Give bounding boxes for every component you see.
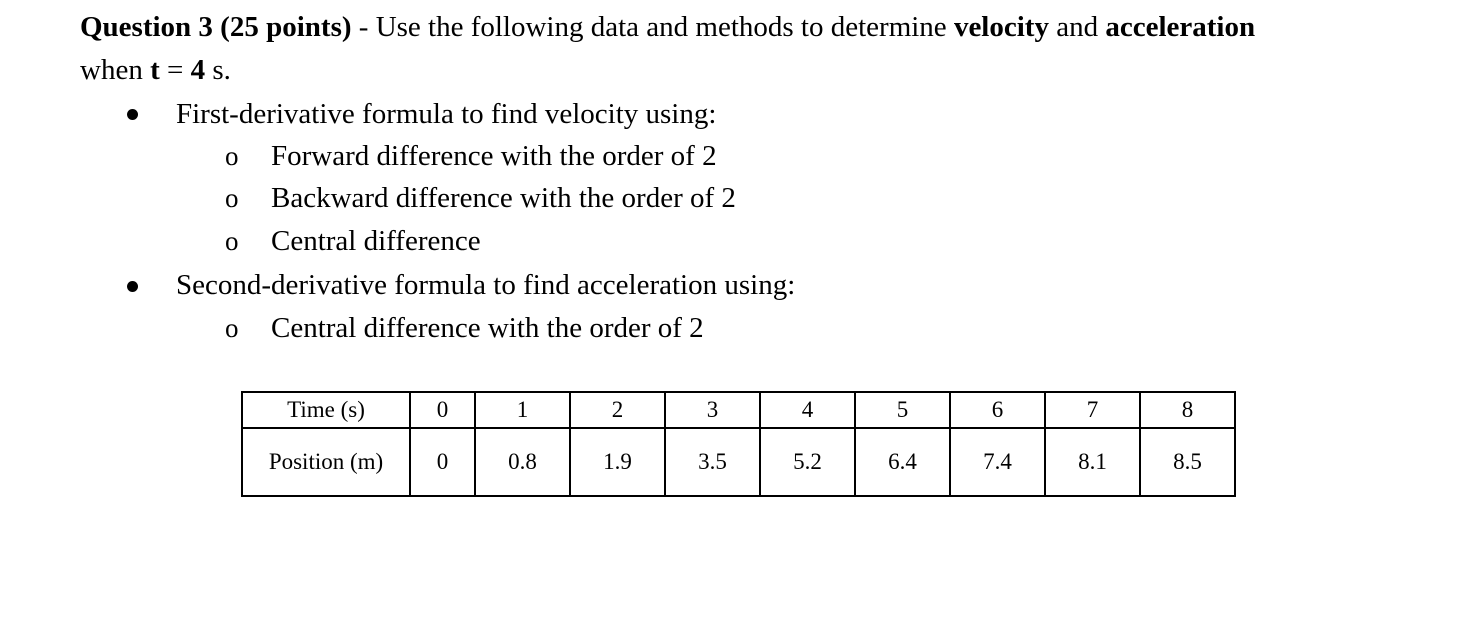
data-table [241,391,1236,497]
question-heading [80,6,1420,92]
table-cell: 0.8 [475,428,570,496]
sub-item-central: Central difference [271,225,481,257]
sub-item-central-order2: Central difference with the order of 2 [271,312,704,344]
table-row-time [242,392,1235,428]
position-header-cell: Position (m) [242,428,410,496]
table-cell: 4 [760,392,855,428]
table-cell: 3 [665,392,760,428]
question-intro: Use the following data and methods to determine [375,11,954,43]
sub-marker-icon: o [225,141,239,171]
table-cell: 8 [1140,392,1235,428]
table-cell: 8.5 [1140,428,1235,496]
bullet-dot-icon [127,109,138,120]
bullet-velocity: First-derivative formula to find velocity using: [176,98,717,130]
velocity-term: velocity [953,11,1049,43]
sub-item-forward: Forward difference with the order of 2 [271,140,717,172]
heading-dash: - [351,11,376,43]
table-cell: 2 [570,392,665,428]
table-cell: 7 [1045,392,1140,428]
time-value: 4 [190,54,206,86]
table-cell: 8.1 [1045,428,1140,496]
time-unit: s. [205,54,231,86]
time-variable: t [150,54,160,86]
when-word: when [80,54,151,86]
sub-marker-icon: o [225,313,239,343]
sub-marker-icon: o [225,183,239,213]
table-cell: 5 [855,392,950,428]
equals-sign: = [159,54,191,86]
sub-item-backward: Backward difference with the order of 2 [271,182,736,214]
table-cell: 0 [410,428,475,496]
time-header-cell: Time (s) [242,392,410,428]
and-word: and [1048,11,1106,43]
sub-marker-icon: o [225,226,239,256]
table-cell: 5.2 [760,428,855,496]
table-row-position [242,428,1235,496]
table-cell: 0 [410,392,475,428]
bullet-dot-icon [127,281,138,292]
table-cell: 6.4 [855,428,950,496]
acceleration-term: acceleration [1105,11,1256,43]
table-cell: 1 [475,392,570,428]
table-cell: 7.4 [950,428,1045,496]
bullet-acceleration: Second-derivative formula to find acceleration using: [176,269,796,301]
table-cell: 3.5 [665,428,760,496]
question-number: Question 3 (25 points) [80,11,352,43]
table-cell: 1.9 [570,428,665,496]
table-cell: 6 [950,392,1045,428]
